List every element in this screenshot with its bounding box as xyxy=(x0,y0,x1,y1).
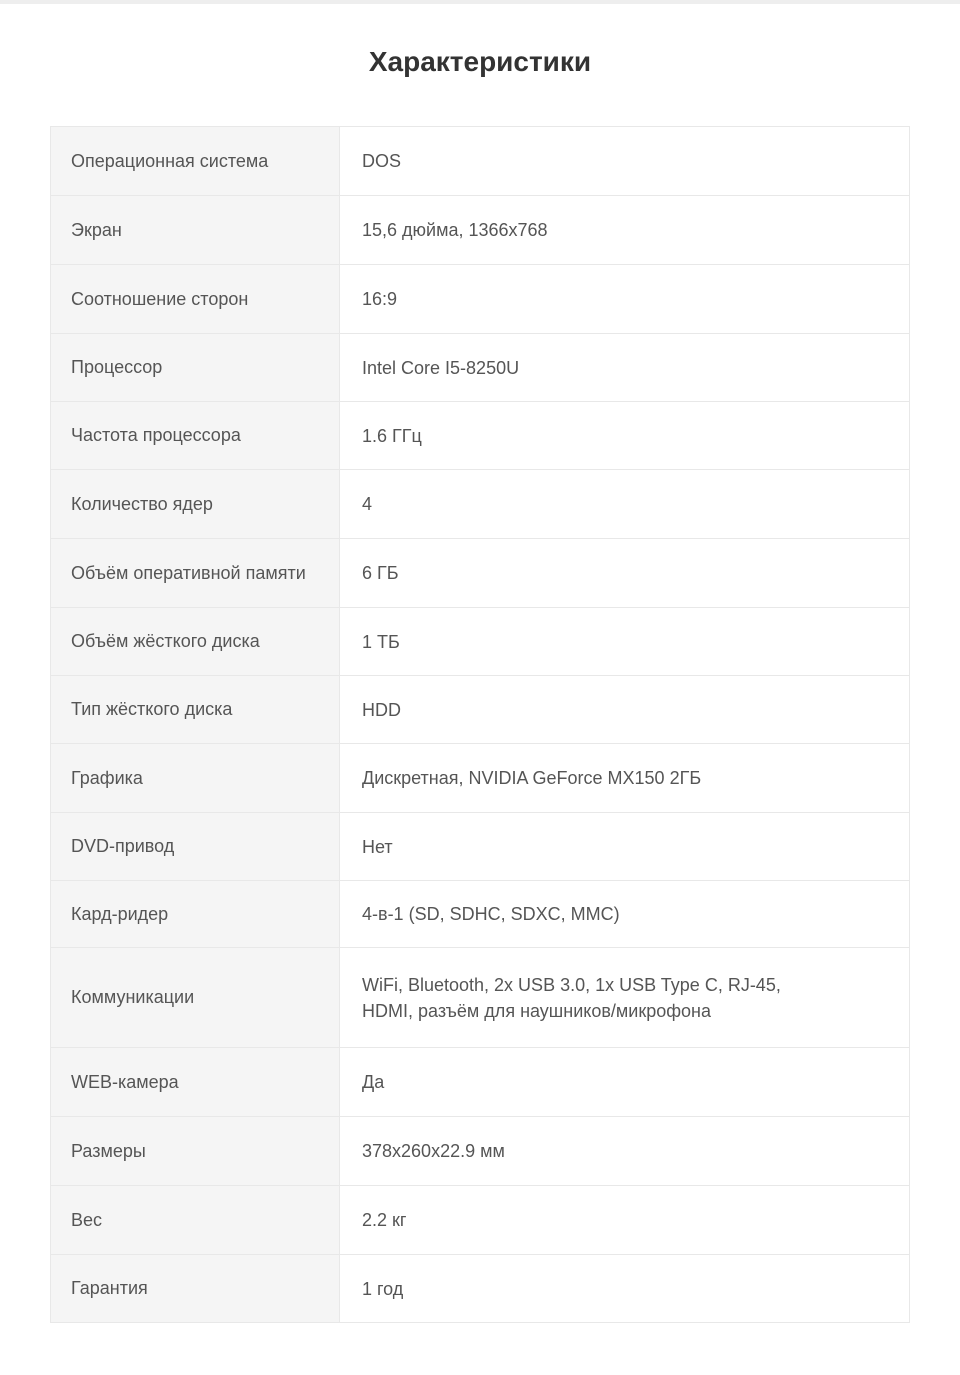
spec-name: Частота процессора xyxy=(51,402,340,469)
spec-name: Кард-ридер xyxy=(51,881,340,947)
spec-value: Да xyxy=(362,1072,385,1092)
spec-value: 1 ТБ xyxy=(362,631,400,652)
table-row xyxy=(51,1047,909,1116)
table-row xyxy=(51,195,909,264)
spec-name: Графика xyxy=(51,744,340,812)
table-row xyxy=(51,880,909,947)
spec-name: Вес xyxy=(51,1186,340,1254)
table-row xyxy=(51,1254,909,1322)
spec-value: WiFi, Bluetooth, 2x USB 3.0, 1x USB Type C, RJ-45, HDMI, разъём для наушников/микрофона xyxy=(362,974,781,1021)
table-row xyxy=(51,675,909,743)
spec-name: WEB-камера xyxy=(51,1048,340,1116)
spec-name: Количество ядер xyxy=(51,470,340,538)
table-row xyxy=(51,264,909,333)
specs-table xyxy=(50,126,910,1323)
table-row xyxy=(51,127,909,195)
spec-value: 1.6 ГГц xyxy=(362,425,422,446)
spec-name: DVD-привод xyxy=(51,813,340,880)
spec-name: Соотношение сторон xyxy=(51,265,340,333)
spec-value: HDD xyxy=(362,699,401,720)
spec-value: DOS xyxy=(362,151,402,171)
spec-name: Операционная система xyxy=(51,127,340,195)
spec-value: Дискретная, NVIDIA GeForce MX150 2ГБ xyxy=(362,768,702,788)
table-row xyxy=(51,1116,909,1185)
table-row xyxy=(51,401,909,469)
spec-name: Объём оперативной памяти xyxy=(51,539,340,607)
spec-value: 16:9 xyxy=(362,289,398,309)
spec-name: Коммуникации xyxy=(51,948,340,1047)
page-title: Характеристики xyxy=(368,46,592,77)
table-row xyxy=(51,469,909,538)
table-row xyxy=(51,947,909,1047)
table-row xyxy=(51,743,909,812)
table-row xyxy=(51,812,909,880)
spec-name: Процессор xyxy=(51,334,340,401)
spec-name: Объём жёсткого диска xyxy=(51,608,340,675)
spec-value: 1 год xyxy=(362,1278,404,1299)
spec-value: Intel Core I5-8250U xyxy=(362,357,520,378)
spec-value: 4 xyxy=(362,494,373,514)
spec-name: Тип жёсткого диска xyxy=(51,676,340,743)
table-row xyxy=(51,538,909,607)
spec-name: Гарантия xyxy=(51,1255,340,1322)
spec-value: 4-в-1 (SD, SDHC, SDXC, MMC) xyxy=(362,904,620,924)
table-row xyxy=(51,1185,909,1254)
table-row xyxy=(51,333,909,401)
spec-value: 15,6 дюйма, 1366x768 xyxy=(362,220,548,240)
table-row xyxy=(51,607,909,675)
spec-value: 2.2 кг xyxy=(362,1210,407,1230)
spec-value: Нет xyxy=(362,836,393,857)
spec-value: 378x260x22.9 мм xyxy=(362,1141,505,1161)
top-divider xyxy=(0,0,960,4)
spec-value: 6 ГБ xyxy=(362,563,399,583)
spec-name: Размеры xyxy=(51,1117,340,1185)
spec-name: Экран xyxy=(51,196,340,264)
